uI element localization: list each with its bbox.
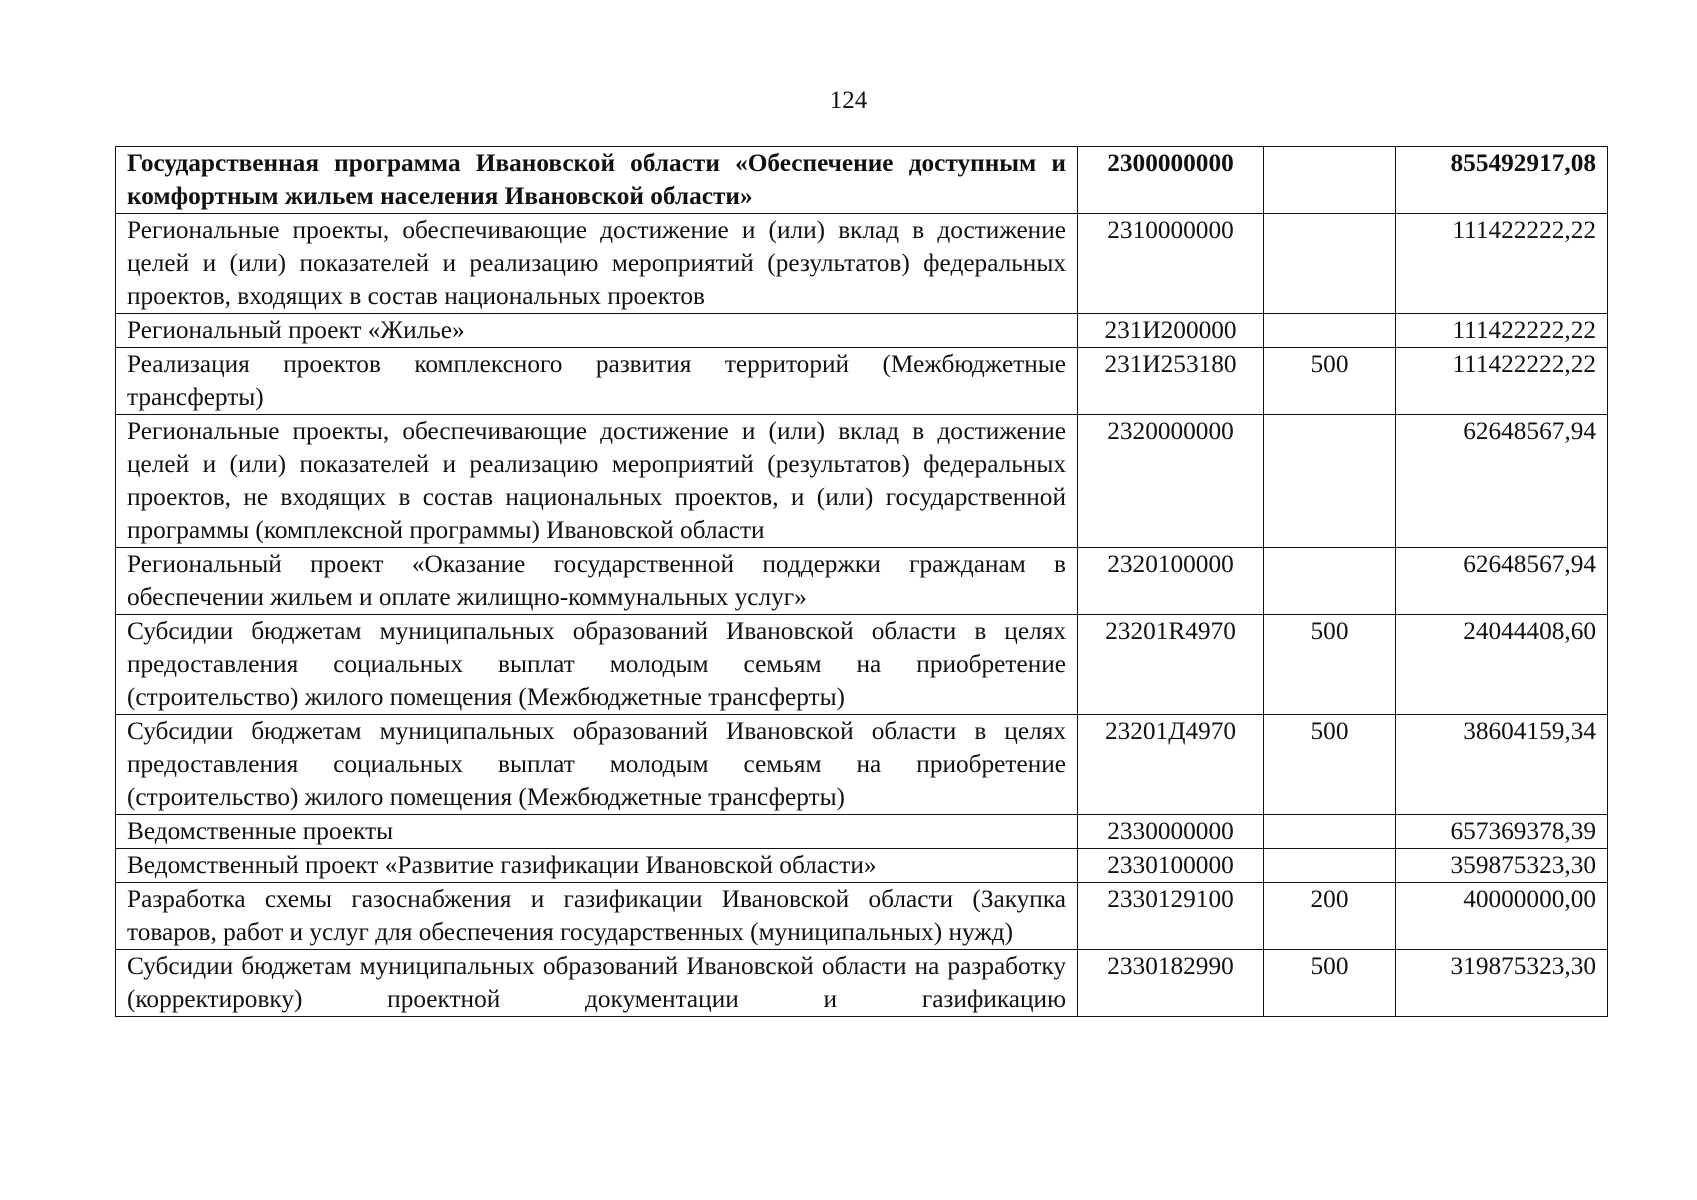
row-sum: 111422222,22 [1396,314,1608,348]
row-expense-type [1264,849,1396,883]
row-name: Региональные проекты, обеспечивающие достижение и (или) вклад в достижение целей и (или) показателей и реализацию мероприятий (результатов) федеральных проектов, не входящих в состав национальных проектов, и (или) государственной программы (комплексной программы) Ивановской области [116,415,1078,548]
row-code: 2300000000 [1078,147,1264,214]
table-row [116,415,1608,548]
row-name: Региональный проект «Жилье» [116,314,1078,348]
row-code: 2310000000 [1078,214,1264,314]
row-expense-type [1264,815,1396,849]
row-name: Региональный проект «Оказание государственной поддержки гражданам в обеспечении жильем и оплате жилищно-коммунальных услуг» [116,548,1078,615]
budget-table [115,146,1608,1017]
row-sum: 657369378,39 [1396,815,1608,849]
row-sum: 359875323,30 [1396,849,1608,883]
table-row [116,715,1608,815]
row-code: 2330182990 [1078,950,1264,1017]
row-sum: 40000000,00 [1396,883,1608,950]
row-name: Субсидии бюджетам муниципальных образований Ивановской области в целях предоставления социальных выплат молодым семьям на приобретение (строительство) жилого помещения (Межбюджетные трансферты) [116,615,1078,715]
row-sum: 62648567,94 [1396,415,1608,548]
table-row [116,147,1608,214]
table-row [116,849,1608,883]
row-code: 2330000000 [1078,815,1264,849]
row-sum: 24044408,60 [1396,615,1608,715]
table-row [116,950,1608,1017]
row-sum: 855492917,08 [1396,147,1608,214]
row-sum: 111422222,22 [1396,214,1608,314]
row-name: Ведомственные проекты [116,815,1078,849]
table-row [116,883,1608,950]
row-name: Государственная программа Ивановской области «Обеспечение доступным и комфортным жильем населения Ивановской области» [116,147,1078,214]
row-expense-type [1264,147,1396,214]
row-sum: 319875323,30 [1396,950,1608,1017]
table-row [116,314,1608,348]
row-expense-type [1264,548,1396,615]
row-code: 2320000000 [1078,415,1264,548]
row-code: 23201R4970 [1078,615,1264,715]
table-row [116,815,1608,849]
page-number: 124 [829,87,868,114]
row-code: 2320100000 [1078,548,1264,615]
row-sum: 38604159,34 [1396,715,1608,815]
row-code: 231И200000 [1078,314,1264,348]
row-expense-type: 500 [1264,615,1396,715]
row-expense-type [1264,415,1396,548]
row-code: 231И253180 [1078,348,1264,415]
row-expense-type: 500 [1264,950,1396,1017]
row-name: Региональные проекты, обеспечивающие достижение и (или) вклад в достижение целей и (или) показателей и реализацию мероприятий (результатов) федеральных проектов, входящих в состав национальных проектов [116,214,1078,314]
table-row [116,548,1608,615]
row-expense-type: 500 [1264,715,1396,815]
row-name: Реализация проектов комплексного развития территорий (Межбюджетные трансферты) [116,348,1078,415]
row-code: 23201Д4970 [1078,715,1264,815]
row-expense-type [1264,314,1396,348]
row-name: Субсидии бюджетам муниципальных образований Ивановской области на разработку (корректировку) проектной документации и газификацию [116,950,1078,1017]
row-sum: 62648567,94 [1396,548,1608,615]
row-sum: 111422222,22 [1396,348,1608,415]
row-code: 2330129100 [1078,883,1264,950]
table-row [116,348,1608,415]
row-name: Разработка схемы газоснабжения и газификации Ивановской области (Закупка товаров, работ и услуг для обеспечения государственных (муниципальных) нужд) [116,883,1078,950]
row-expense-type [1264,214,1396,314]
row-name: Субсидии бюджетам муниципальных образований Ивановской области в целях предоставления социальных выплат молодым семьям на приобретение (строительство) жилого помещения (Межбюджетные трансферты) [116,715,1078,815]
table-row [116,214,1608,314]
row-name: Ведомственный проект «Развитие газификации Ивановской области» [116,849,1078,883]
row-expense-type: 200 [1264,883,1396,950]
row-expense-type: 500 [1264,348,1396,415]
row-code: 2330100000 [1078,849,1264,883]
table-row [116,615,1608,715]
